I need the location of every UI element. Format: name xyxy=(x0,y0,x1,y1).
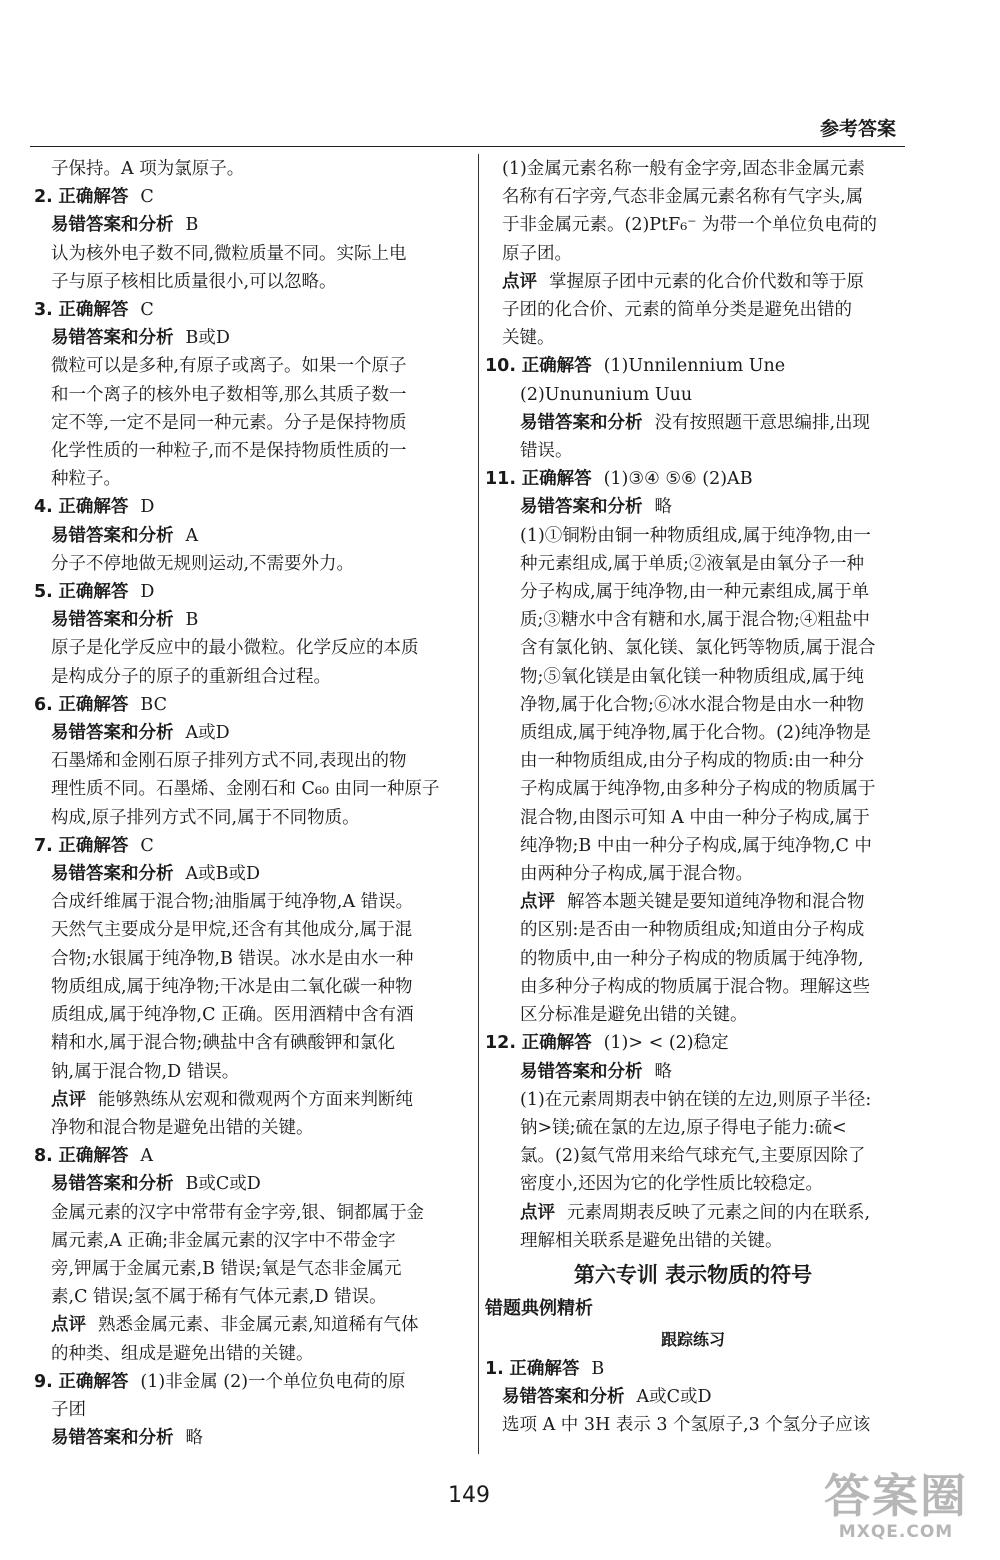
labeled-line xyxy=(485,1383,901,1411)
text-line: 原子是化学反应中的最小微粒。化学反应的本质 xyxy=(51,638,419,659)
question-answer-line xyxy=(34,183,459,211)
question-answer-line xyxy=(34,1142,459,1170)
text-line: 区分标准是避免出错的关键。 xyxy=(520,1005,748,1026)
answer-value: (1)非金属 (2)一个单位负电荷的原 xyxy=(140,1371,406,1392)
labeled-line xyxy=(34,1311,459,1339)
answer-label: 正确解答 xyxy=(58,1146,129,1167)
answer-label: 正确解答 xyxy=(58,582,129,603)
answer-value: (1)Unnilennium Une xyxy=(603,356,786,377)
answer-label: 易错答案和分析 xyxy=(51,864,174,885)
answer-label: 易错答案和分析 xyxy=(51,328,174,349)
answer-value: C xyxy=(140,187,154,208)
text-line: 名称有石字旁,气态非金属元素名称有气字头,属 xyxy=(502,187,864,208)
text-line: 子保持。A 项为氯原子。 xyxy=(51,159,245,179)
question-number: 8. xyxy=(34,1146,53,1167)
text-line: 物;⑤氧化镁是由氧化镁一种物质组成,属于纯 xyxy=(520,666,864,687)
question-answer-line xyxy=(485,1029,901,1057)
text-line: (2)Unununium Uuu xyxy=(520,384,693,405)
labeled-line xyxy=(34,1086,459,1114)
labeled-line xyxy=(34,860,459,888)
question-answer-line xyxy=(485,1355,901,1383)
answer-label: 点评 xyxy=(520,892,555,913)
section-title: 第六专训 表示物质的符号 xyxy=(573,1262,813,1287)
text-line: 由两种分子构成,属于混合物。 xyxy=(520,864,754,885)
text-line: 合成纤维属于混合物;油脂属于纯净物,A 错误。 xyxy=(51,892,414,913)
answer-label: 点评 xyxy=(51,1315,86,1336)
question-number: 3. xyxy=(34,300,53,321)
answer-label: 易错答案和分析 xyxy=(51,525,174,546)
text-line: 认为核外电子数不同,微粒质量不同。实际上电 xyxy=(51,243,407,264)
question-answer-line xyxy=(34,1368,459,1396)
answer-value: 掌握原子团中元素的化合价代数和等于原 xyxy=(549,271,864,292)
question-answer-line xyxy=(34,296,459,324)
practice-title: 跟踪练习 xyxy=(660,1329,725,1349)
text-line: 混合物,由图示可知 A 中由一种分子构成,属于 xyxy=(520,807,870,828)
watermark-logo: 答案圈 xyxy=(824,1469,968,1523)
text-line: 物质组成,属于纯净物;干冰是由二氧化碳一种物 xyxy=(51,976,413,997)
answer-value: C xyxy=(140,300,154,321)
question-answer-line xyxy=(34,493,459,521)
text-line: 构成,原子排列方式不同,属于不同物质。 xyxy=(51,807,360,828)
text-line: 净物,属于化合物;⑥冰水混合物是由水一种物 xyxy=(520,694,864,715)
watermark-url: MXQE.COM xyxy=(838,1522,954,1542)
answer-value: (1)> < (2)稳定 xyxy=(603,1033,729,1054)
answer-value: 元素周期表反映了元素之间的内在联系, xyxy=(567,1202,871,1223)
labeled-line xyxy=(485,268,901,296)
text-line: 关键。 xyxy=(502,328,555,349)
answer-label: 易错答案和分析 xyxy=(520,497,643,518)
labeled-line xyxy=(485,1058,901,1086)
text-line: 选项 A 中 3H 表示 3 个氢原子,3 个氢分子应该 xyxy=(502,1415,871,1436)
question-number: 5. xyxy=(34,582,53,603)
text-line: (1)①铜粉由铜一种物质组成,属于纯净物,由一 xyxy=(520,525,871,546)
question-number: 9. xyxy=(34,1371,53,1392)
answer-label: 正确解答 xyxy=(58,835,129,856)
question-number: 6. xyxy=(34,694,53,715)
text-line: 的区别:是否由一种物质组成;知道由分子构成 xyxy=(520,920,865,941)
text-line: 净物和混合物是避免出错的关键。 xyxy=(51,1117,314,1138)
answer-label: 正确解答 xyxy=(58,694,129,715)
text-line: 化学性质的一种粒子,而不是保持物质性质的一 xyxy=(51,441,407,462)
answer-value: (1)③④ ⑤⑥ (2)AB xyxy=(603,469,753,490)
answer-label: 易错答案和分析 xyxy=(520,412,643,433)
text-line: 精和水,属于混合物;碘盐中含有碘酸钾和氯化 xyxy=(51,1033,395,1054)
text-line: 质组成,属于纯净物,C 正确。医用酒精中含有酒 xyxy=(51,1005,414,1026)
text-line: 由一种物质组成,由分子构成的物质:由一种分 xyxy=(520,751,864,772)
answer-value: C xyxy=(140,835,154,856)
answer-value: A xyxy=(140,1146,154,1167)
question-answer-line xyxy=(485,352,901,380)
text-line: 的物质中,由一种分子构成的物质属于纯净物, xyxy=(520,948,864,969)
text-line: 素,C 错误;氢不属于稀有气体元素,D 错误。 xyxy=(51,1287,387,1308)
text-line: 钠>镁;硫在氯的左边,原子得电子能力:硫< xyxy=(520,1117,847,1138)
header-rule xyxy=(30,146,905,147)
labeled-line xyxy=(485,493,901,521)
answer-label: 正确解答 xyxy=(58,1371,129,1392)
text-line: 定不等,一定不是同一种元素。分子是保持物质 xyxy=(51,412,407,433)
text-line: 子团的化合价、元素的简单分类是避免出错的 xyxy=(502,300,852,321)
labeled-line xyxy=(34,522,459,550)
answer-value: B或C或D xyxy=(185,1174,261,1195)
answer-value: A或B或D xyxy=(185,864,261,885)
labeled-line xyxy=(485,409,901,437)
text-line: 质组成,属于纯净物,属于化合物。(2)纯净物是 xyxy=(520,723,871,744)
text-line: 子团 xyxy=(51,1399,86,1420)
text-line: 分子不停地做无规则运动,不需要外力。 xyxy=(51,553,355,574)
answer-value: A或D xyxy=(185,723,230,744)
text-line: 金属元素的汉字中常带有金字旁,银、铜都属于金 xyxy=(51,1202,425,1223)
column-divider xyxy=(478,154,479,1454)
text-line: 属元素,A 正确;非金属元素的汉字中不带金字 xyxy=(51,1230,396,1251)
text-line: 密度小,还因为它的化学性质比较稳定。 xyxy=(520,1174,824,1195)
labeled-line xyxy=(34,1424,459,1452)
answer-label: 点评 xyxy=(502,271,537,292)
answer-label: 正确解答 xyxy=(521,1033,592,1054)
text-line: 质;③糖水中含有糖和水,属于混合物;④粗盐中 xyxy=(520,610,870,631)
text-line: 理性质不同。石墨烯、金刚石和 C₆₀ 由同一种原子 xyxy=(51,779,440,800)
answer-label: 正确解答 xyxy=(509,1358,580,1379)
question-number: 4. xyxy=(34,497,53,518)
text-line: 种粒子。 xyxy=(51,469,121,490)
text-line: 合物;水银属于纯净物,B 错误。冰水是由水一种 xyxy=(51,948,414,969)
text-line: 种元素组成,属于单质;②液氧是由氧分子一种 xyxy=(520,553,864,574)
answer-value: 略 xyxy=(185,1428,203,1449)
page-header-title: 参考答案 xyxy=(819,118,896,140)
answer-label: 正确解答 xyxy=(58,187,129,208)
answer-value: B xyxy=(185,215,199,236)
answer-value: B或D xyxy=(185,328,230,349)
answer-label: 正确解答 xyxy=(521,356,592,377)
answer-label: 易错答案和分析 xyxy=(502,1387,625,1408)
labeled-line xyxy=(34,1170,459,1198)
answer-value: B xyxy=(591,1358,605,1379)
text-line: 于非金属元素。(2)PtF₆⁻ 为带一个单位负电荷的 xyxy=(502,215,878,236)
question-number: 2. xyxy=(34,187,53,208)
text-line: 天然气主要成分是甲烷,还含有其他成分,属于混 xyxy=(51,920,413,941)
question-answer-line xyxy=(34,691,459,719)
answer-label: 易错答案和分析 xyxy=(51,1174,174,1195)
answer-value: 略 xyxy=(654,497,672,518)
text-line: 含有氯化钠、氯化镁、氯化钙等物质,属于混合 xyxy=(520,638,876,659)
text-line: 石墨烯和金刚石原子排列方式不同,表现出的物 xyxy=(51,751,407,772)
labeled-line xyxy=(34,324,459,352)
question-answer-line xyxy=(485,465,901,493)
answer-label: 正确解答 xyxy=(58,497,129,518)
text-line: (1)金属元素名称一般有金字旁,固态非金属元素 xyxy=(502,159,865,179)
answer-label: 易错答案和分析 xyxy=(51,215,174,236)
labeled-line xyxy=(485,1199,901,1227)
answer-label: 易错答案和分析 xyxy=(520,1061,643,1082)
left-column xyxy=(34,155,459,1452)
question-answer-line xyxy=(34,578,459,606)
answer-value: 略 xyxy=(654,1061,672,1082)
page-number: 149 xyxy=(448,1483,490,1508)
answer-label: 正确解答 xyxy=(521,469,592,490)
subsection-title: 错题典例精析 xyxy=(485,1297,593,1319)
answer-value: 解答本题关键是要知道纯净物和混合物 xyxy=(567,892,865,913)
answer-value: BC xyxy=(140,694,167,715)
answer-label: 点评 xyxy=(520,1202,555,1223)
text-line: 旁,钾属于金属元素,B 错误;氧是气态非金属元 xyxy=(51,1258,402,1279)
question-number: 7. xyxy=(34,835,53,856)
labeled-line xyxy=(34,211,459,239)
answer-label: 点评 xyxy=(51,1089,86,1110)
answer-label: 易错答案和分析 xyxy=(51,610,174,631)
answer-value: D xyxy=(140,582,155,603)
text-line: 纯净物;B 中由一种分子构成,属于纯净物,C 中 xyxy=(520,835,872,856)
answer-value: A xyxy=(185,525,199,546)
text-line: 微粒可以是多种,有原子或离子。如果一个原子 xyxy=(51,356,407,377)
labeled-line xyxy=(485,888,901,916)
labeled-line xyxy=(34,606,459,634)
answer-value: 能够熟练从宏观和微观两个方面来判断纯 xyxy=(98,1089,413,1110)
answer-value: B xyxy=(185,610,199,631)
text-line: 子构成属于纯净物,由多种分子构成的物质属于 xyxy=(520,779,876,800)
right-column xyxy=(485,155,901,1440)
text-line: 子与原子核相比质量很小,可以忽略。 xyxy=(51,271,337,292)
question-answer-line xyxy=(34,832,459,860)
question-number: 1. xyxy=(485,1358,504,1379)
text-line: 理解相关联系是避免出错的关键。 xyxy=(520,1230,783,1251)
text-line: 错误。 xyxy=(520,441,573,462)
answer-label: 易错答案和分析 xyxy=(51,1428,174,1449)
answer-label: 易错答案和分析 xyxy=(51,723,174,744)
text-line: 钠,属于混合物,D 错误。 xyxy=(51,1061,240,1082)
labeled-line xyxy=(34,719,459,747)
answer-value: 熟悉金属元素、非金属元素,知道稀有气体 xyxy=(98,1315,419,1336)
answer-label: 正确解答 xyxy=(58,300,129,321)
question-number: 12. xyxy=(485,1033,517,1054)
text-line: 的种类、组成是避免出错的关键。 xyxy=(51,1343,314,1364)
answer-value: 没有按照题干意思编排,出现 xyxy=(654,412,871,433)
text-line: 是构成分子的原子的重新组合过程。 xyxy=(51,666,331,687)
text-line: 和一个离子的核外电子数相等,那么其质子数一 xyxy=(51,384,407,405)
question-number: 11. xyxy=(485,469,517,490)
answer-value: A或C或D xyxy=(636,1387,712,1408)
text-line: 由多种分子构成的物质属于混合物。理解这些 xyxy=(520,976,870,997)
watermark xyxy=(824,1470,968,1542)
text-line: 分子构成,属于纯净物,由一种元素组成,属于单 xyxy=(520,582,870,603)
text-line: 原子团。 xyxy=(502,243,572,264)
text-line: 氯。(2)氦气常用来给气球充气,主要原因除了 xyxy=(520,1146,866,1167)
answer-value: D xyxy=(140,497,155,518)
question-number: 10. xyxy=(485,356,517,377)
text-line: (1)在元素周期表中钠在镁的左边,则原子半径: xyxy=(520,1089,872,1110)
